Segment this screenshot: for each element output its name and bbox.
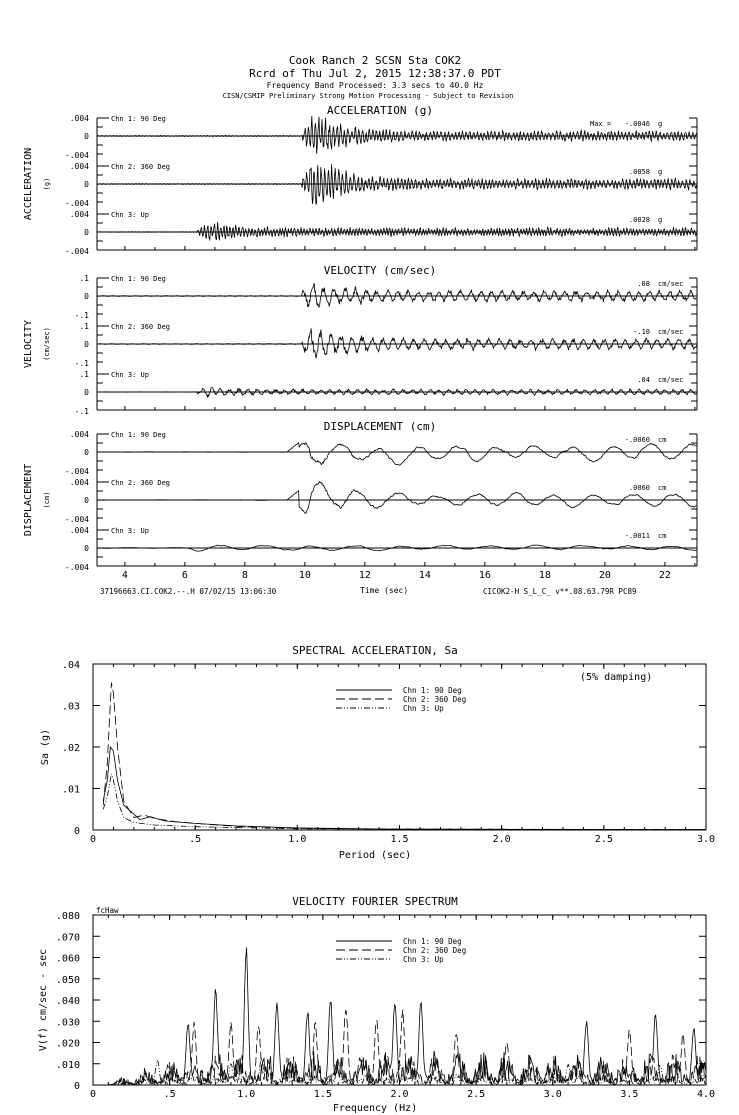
y-tick-label-bottom: -.004 [64,515,89,524]
channel-label: Chn 3: Up [111,371,149,379]
y-tick-label-top: .004 [69,478,89,487]
channel-label: Chn 1: 90 Deg [111,275,166,283]
legend-label: Chn 3: Up [403,955,444,964]
damping-note: (5% damping) [580,672,653,683]
time-series-panels [23,104,697,581]
x-tick-label: 16 [478,570,491,581]
time-series-panel [23,104,697,256]
y-tick-label-bottom: -.1 [74,359,89,368]
x-tick-label: 3.5 [620,1089,639,1100]
panel-title: DISPLACEMENT (cm) [323,420,437,433]
y-tick-label-bottom: -.004 [64,247,89,256]
channel-trace-group [65,210,697,256]
channel-label: Chn 2: 360 Deg [111,323,171,331]
max-unit: cm/sec [658,376,684,384]
sa-series-line [103,774,706,830]
x-tick-label: 6 [181,570,188,581]
y-tick-label: .080 [55,911,80,922]
x-tick-label: 3.0 [696,834,716,845]
legend-label: Chn 2: 360 Deg [403,695,467,704]
station-line: Cook Ranch 2 SCSN Sta COK2 [288,54,462,67]
y-tick-label-zero: 0 [84,448,89,457]
max-value: .04 [637,376,650,384]
y-tick-label: .040 [55,996,80,1007]
x-tick-label: .5 [163,1089,176,1100]
waveform-trace [97,328,696,358]
max-value: -.0046 [624,120,650,128]
channel-label: Chn 3: Up [111,527,149,535]
sa-xlabel: Period (sec) [338,850,412,861]
panel-title: VELOCITY (cm/sec) [323,264,437,277]
y-tick-label-zero: 0 [84,340,89,349]
y-tick-label-top: .004 [69,114,89,123]
channel-trace-group [75,274,697,320]
y-tick-label: .04 [61,660,80,671]
max-unit: g [658,120,663,128]
channel-label: Chn 3: Up [111,211,149,219]
x-tick-label: 10 [298,570,311,581]
waveform-trace [97,482,696,514]
time-axis-label: Time (sec) [360,586,409,595]
y-tick-label-zero: 0 [84,388,89,397]
x-tick-label: 2.0 [492,834,511,845]
legend-label: Chn 3: Up [403,704,444,713]
waveform-trace [97,283,696,307]
y-tick-label-zero: 0 [84,544,89,553]
x-tick-label: 22 [658,570,671,581]
panel-yunit: (cm/sec) [43,327,51,361]
processing-line: CISN/CSMIP Preliminary Strong Motion Processing - Subject to Revision [222,92,514,100]
velocity-fourier-chart [56,911,715,1100]
record-id: 37196663.CI.COK2.--.H 07/02/15 13:06:30 [100,587,277,596]
max-value: -.10 [633,328,650,336]
max-unit: cm/sec [658,280,684,288]
time-series-panel [23,264,697,416]
x-tick-label: 1.0 [288,834,307,845]
max-unit: cm [658,532,667,540]
fourier-title: VELOCITY FOURIER SPECTRUM [292,895,458,908]
y-tick-label-zero: 0 [84,132,89,141]
sa-ylabel: Sa (g) [40,728,51,766]
legend-label: Chn 2: 360 Deg [403,946,467,955]
y-tick-label-bottom: -.004 [64,467,89,476]
record-line: Rcrd of Thu Jul 2, 2015 12:38:37.0 PDT [249,67,501,80]
channel-trace-group [75,370,697,416]
max-unit: g [658,168,663,176]
x-tick-label: 8 [241,570,248,581]
panel-yunit: (g) [43,177,51,191]
plot-frame [93,664,706,830]
max-unit: cm [658,484,667,492]
y-tick-label: .030 [55,1017,80,1029]
x-tick-label: 14 [418,570,431,581]
y-tick-label-top: .1 [79,370,89,379]
y-tick-label: .02 [61,743,80,754]
channel-trace-group [65,526,697,572]
max-value: -.0011 [624,532,650,540]
spectral-acceleration-chart [62,660,715,845]
y-tick-label: .060 [55,953,80,965]
y-tick-label: .020 [55,1038,80,1050]
panel-ylabel: ACCELERATION [23,147,34,221]
max-unit: g [658,216,663,224]
legend-label: Chn 1: 90 Deg [403,686,462,695]
y-tick-label-top: .004 [69,162,89,171]
channel-label: Chn 2: 360 Deg [111,479,171,487]
x-tick-label: .5 [189,834,202,845]
x-tick-label: 2.5 [467,1089,486,1100]
x-tick-label: 0 [89,1089,97,1100]
max-unit: cm [658,436,667,444]
max-unit: cm/sec [658,328,684,336]
y-tick-label-bottom: -.004 [64,199,89,208]
waveform-trace [97,443,696,465]
y-tick-label: .070 [55,932,80,944]
sa-title: SPECTRAL ACCELERATION, Sa [292,644,458,657]
y-tick-label: 0 [73,826,80,837]
x-tick-label: 1.5 [313,1089,332,1100]
y-tick-label: 0 [73,1081,80,1092]
panel-ylabel: VELOCITY [23,319,34,369]
x-tick-label: 1.5 [390,834,409,845]
x-tick-label: 4.0 [696,1089,716,1100]
sa-series-line [103,747,706,830]
x-tick-label: 0 [89,834,97,845]
channel-trace-group [65,478,697,524]
channel-label: Chn 2: 360 Deg [111,163,171,171]
y-tick-label-bottom: -.1 [74,311,89,320]
max-value: .0028 [628,216,650,224]
y-tick-label-top: .004 [69,526,89,535]
x-tick-label: 3.0 [543,1089,562,1100]
y-tick-label: .01 [61,784,80,796]
y-tick-label-top: .1 [79,274,89,283]
x-tick-label: 12 [358,570,371,581]
y-tick-label: .010 [55,1059,80,1071]
y-tick-label-zero: 0 [84,180,89,189]
x-tick-label: 4 [121,570,128,581]
panel-yunit: (cm) [43,491,51,509]
band-line: Frequency Band Processed: 3.3 secs to 40.0 Hz [266,81,484,90]
channel-label: Chn 1: 90 Deg [111,115,166,123]
y-tick-label-bottom: -.1 [74,407,89,416]
channel-trace-group [65,162,697,208]
y-tick-label-zero: 0 [84,496,89,505]
legend-label: Chn 1: 90 Deg [403,937,462,946]
waveform-trace [97,388,696,398]
fourier-corner-label: fcHaw [96,906,119,915]
y-tick-label-top: .004 [69,210,89,219]
max-value: .08 [637,280,650,288]
max-prefix: Max = [590,120,612,128]
panel-ylabel: DISPLACEMENT [23,463,34,537]
channel-trace-group [75,322,697,368]
x-tick-label: 2.0 [390,1089,409,1100]
y-tick-label: .050 [55,974,80,986]
x-tick-label: 20 [598,570,611,581]
channel-trace-group [65,114,697,160]
max-value: -.0060 [624,436,650,444]
y-tick-label-bottom: -.004 [64,151,89,160]
waveform-trace [97,222,696,240]
channel-trace-group [65,430,697,476]
y-tick-label-top: .004 [69,430,89,439]
fourier-xlabel: Frequency (Hz) [332,1103,418,1114]
processing-code: CICOK2-H S_L_C_ v**.08.63.79R PC89 [483,587,637,596]
plot-frame [93,915,706,1085]
max-value: .0058 [628,168,650,176]
y-tick-label-bottom: -.004 [64,563,89,572]
max-value: .0060 [628,484,650,492]
panel-title: ACCELERATION (g) [327,104,433,117]
y-tick-label-zero: 0 [84,292,89,301]
channel-label: Chn 1: 90 Deg [111,431,166,439]
y-tick-label: .03 [61,701,80,713]
y-tick-label-top: .1 [79,322,89,331]
x-tick-label: 18 [538,570,551,581]
y-tick-label-zero: 0 [84,228,89,237]
fourier-ylabel: V(f) cm/sec - sec [38,948,49,1052]
time-series-panel [23,420,697,581]
x-tick-label: 1.0 [237,1089,256,1100]
x-tick-label: 2.5 [594,834,613,845]
